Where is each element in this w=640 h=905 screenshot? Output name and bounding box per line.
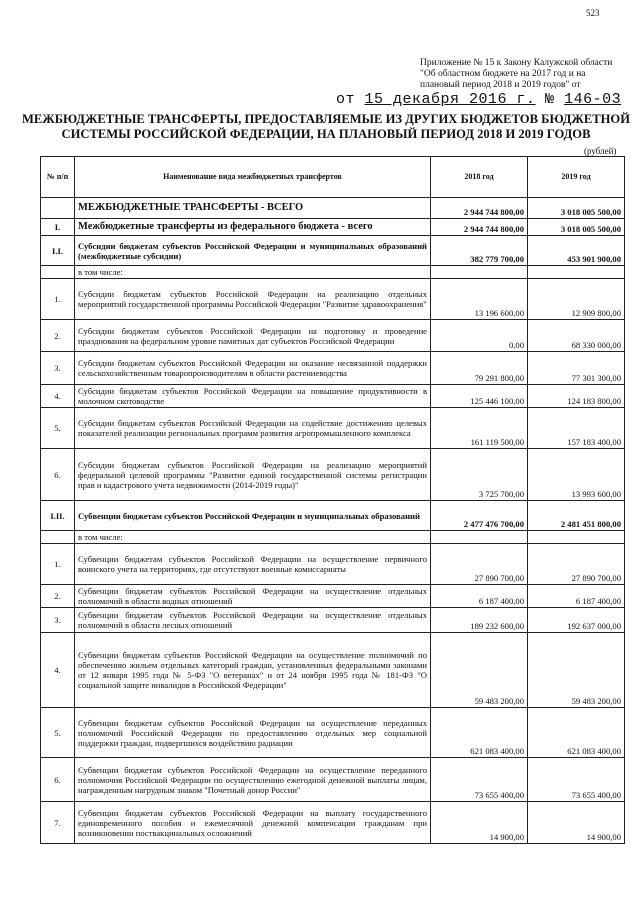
value-2019: 77 301 300,00: [528, 352, 625, 385]
row-description: Субвенции бюджетам субъектов Российской Федерации на осуществление отдельных полномочий в области водных отношений: [75, 585, 431, 608]
value-2019: 2 481 451 800,00: [528, 501, 625, 531]
header-description: Наименование вида межбюджетных трансфертов: [75, 157, 431, 198]
title-line: СИСТЕМЫ РОССИЙСКОЙ ФЕДЕРАЦИИ, НА ПЛАНОВЫЙ ПЕРИОД 2018 И 2019 ГОДОВ: [61, 127, 591, 141]
appendix-line: "Об областном бюджете на 2017 год и на: [420, 69, 586, 79]
table-row: [41, 802, 625, 844]
decree-date: 15 декабря 2016 г.: [364, 91, 536, 108]
row-number: 7.: [41, 802, 75, 844]
table-row: [41, 633, 625, 708]
row-description: Субвенции бюджетам субъектов Российской Федерации на выплату государственного единовременного пособия и ежемесячной денежной компенсации гражданам при возникновении поствакцинальных осложнений: [75, 802, 431, 844]
transfers-table: [40, 156, 625, 844]
table-header-row: [41, 157, 625, 198]
appendix-line: Приложение № 15 к Закону Калужской области: [420, 58, 613, 68]
row-description: Субсидии бюджетам субъектов Российской Федерации на содействие достижению целевых показателей реализации региональных программ развития агропромышленного комплекса: [75, 408, 431, 449]
value-2018: 0,00: [431, 320, 528, 352]
row-number: [41, 198, 75, 219]
title-line: МЕЖБЮДЖЕТНЫЕ ТРАНСФЕРТЫ, ПРЕДОСТАВЛЯЕМЫЕ ИЗ ДРУГИХ БЮДЖЕТОВ БЮДЖЕТНОЙ: [21, 112, 631, 126]
value-2019: 192 637 000,00: [528, 608, 625, 633]
row-number: 2.: [41, 320, 75, 352]
row-number: I.I.: [41, 236, 75, 266]
table-row: [41, 501, 625, 531]
value-2019: 621 083 400,00: [528, 708, 625, 758]
row-description: Субвенции бюджетам субъектов Российской Федерации и муниципальных образований: [75, 501, 431, 531]
table-row: [41, 352, 625, 385]
row-number: [41, 266, 75, 279]
row-number: 1.: [41, 544, 75, 585]
value-2018: 6 187 400,00: [431, 585, 528, 608]
value-2018: 2 477 476 700,00: [431, 501, 528, 531]
row-description: Субсидии бюджетам субъектов Российской Федерации на реализацию отдельных мероприятий государственной программы Российской Федерации "Развитие здравоохранения": [75, 279, 431, 320]
value-2018: 382 779 700,00: [431, 236, 528, 266]
row-number: 4.: [41, 385, 75, 408]
row-description: Субвенции бюджетам субъектов Российской Федерации на осуществление первичного воинского учета на территориях, где отсутствуют военные комиссариаты: [75, 544, 431, 585]
value-2019: 73 655 400,00: [528, 758, 625, 802]
row-number: 6.: [41, 449, 75, 501]
table-row: [41, 219, 625, 236]
table-row: [41, 608, 625, 633]
table-row: [41, 544, 625, 585]
value-2019: 3 018 005 500,00: [528, 198, 625, 219]
value-2019: 157 183 400,00: [528, 408, 625, 449]
value-2019: 13 993 600,00: [528, 449, 625, 501]
row-number: 6.: [41, 758, 75, 802]
row-description: МЕЖБЮДЖЕТНЫЕ ТРАНСФЕРТЫ - ВСЕГО: [75, 198, 431, 219]
table-row: [41, 408, 625, 449]
row-description: Субсидии бюджетам субъектов Российской Федерации на подготовку и проведение празднования на федеральном уровне памятных дат субъектов Российской Федерации: [75, 320, 431, 352]
row-description: Субвенции бюджетам субъектов Российской Федерации на осуществление переданных полномочий Российской Федерации по предоставлению отдельных мер социальной поддержки граждан, подвергшихся воздействию радиации: [75, 708, 431, 758]
value-2018: 2 944 744 800,00: [431, 198, 528, 219]
value-2018: 14 900,00: [431, 802, 528, 844]
value-2018: 621 083 400,00: [431, 708, 528, 758]
decree-stamp: [336, 91, 621, 108]
value-2019: [528, 531, 625, 544]
appendix-line: плановый период 2018 и 2019 годов" от: [420, 80, 581, 90]
table-row: [41, 320, 625, 352]
row-number: 4.: [41, 633, 75, 708]
decree-no-sign: №: [545, 91, 555, 108]
row-description: Субсидии бюджетам субъектов Российской Федерации на оказание несвязанной поддержки сельскохозяйственным товаропроизводителям в области растениеводства: [75, 352, 431, 385]
value-2019: [528, 266, 625, 279]
row-number: I.: [41, 219, 75, 236]
value-2018: 79 291 800,00: [431, 352, 528, 385]
value-2019: 12 909 800,00: [528, 279, 625, 320]
table-row: [41, 708, 625, 758]
page-number: 523: [586, 8, 600, 18]
value-2019: 124 183 800,00: [528, 385, 625, 408]
table-row: [41, 758, 625, 802]
value-2018: 125 446 100,00: [431, 385, 528, 408]
row-description: Межбюджетные трансферты из федерального бюджета - всего: [75, 219, 431, 236]
row-number: 3.: [41, 352, 75, 385]
value-2018: 73 655 400,00: [431, 758, 528, 802]
value-2019: 3 018 005 500,00: [528, 219, 625, 236]
row-description: в том числе:: [75, 531, 431, 544]
value-2019: 453 901 900,00: [528, 236, 625, 266]
row-number: [41, 531, 75, 544]
row-description: Субсидии бюджетам субъектов Российской Федерации на повышение продуктивности в молочном скотоводстве: [75, 385, 431, 408]
decree-prefix: от: [336, 91, 356, 108]
table-body: [41, 198, 625, 844]
table-row: [41, 198, 625, 219]
value-2018: 59 483 200,00: [431, 633, 528, 708]
currency-unit: (рублей): [584, 146, 617, 156]
row-description: Субсидии бюджетам субъектов Российской Федерации на реализацию мероприятий федеральной целевой программы "Развитие единой государственной системы регистрации прав и кадастрового учета недвижимости (2014-2019 годы)": [75, 449, 431, 501]
value-2018: [431, 266, 528, 279]
header-number: № п/п: [41, 157, 75, 198]
value-2018: 189 232 600,00: [431, 608, 528, 633]
table-row: [41, 385, 625, 408]
row-number: 5.: [41, 708, 75, 758]
row-description: Субвенции бюджетам субъектов Российской Федерации на осуществление отдельных полномочий в области лесных отношений: [75, 608, 431, 633]
table-row: [41, 585, 625, 608]
row-number: 2.: [41, 585, 75, 608]
table-row: [41, 531, 625, 544]
value-2018: [431, 531, 528, 544]
value-2018: 3 725 700,00: [431, 449, 528, 501]
value-2019: 6 187 400,00: [528, 585, 625, 608]
row-number: 1.: [41, 279, 75, 320]
table-row: [41, 266, 625, 279]
row-description: Субвенции бюджетам субъектов Российской Федерации на осуществление переданного полномочия Российской Федерации по осуществлению ежегодной денежной выплаты лицам, награжденным нагрудным знаком "Почетный донор России": [75, 758, 431, 802]
row-description: Субсидии бюджетам субъектов Российской Федерации и муниципальных образований (межбюджетные субсидии): [75, 236, 431, 266]
row-number: I.II.: [41, 501, 75, 531]
value-2018: 27 890 700,00: [431, 544, 528, 585]
value-2019: 59 483 200,00: [528, 633, 625, 708]
value-2019: 14 900,00: [528, 802, 625, 844]
value-2018: 161 119 500,00: [431, 408, 528, 449]
value-2018: 2 944 744 800,00: [431, 219, 528, 236]
row-description: Субвенции бюджетам субъектов Российской Федерации на осуществление полномочий по обеспечению жильем отдельных категорий граждан, установленных федеральными законами от 12 января 1995 года № 5-ФЗ "О ветеранах" и от 24 ноября 1995 года № 181-ФЗ "О социальной защите инвалидов в Российской Федерации": [75, 633, 431, 708]
document-title: [20, 112, 632, 142]
row-number: 3.: [41, 608, 75, 633]
table-row: [41, 279, 625, 320]
header-2018: 2018 год: [431, 157, 528, 198]
table-row: [41, 449, 625, 501]
table-row: [41, 236, 625, 266]
header-2019: 2019 год: [528, 157, 625, 198]
row-number: 5.: [41, 408, 75, 449]
value-2018: 13 196 600,00: [431, 279, 528, 320]
value-2019: 68 330 000,00: [528, 320, 625, 352]
appendix-note: [420, 58, 632, 91]
value-2019: 27 890 700,00: [528, 544, 625, 585]
row-description: в том числе:: [75, 266, 431, 279]
decree-number: 146-03: [564, 91, 622, 108]
